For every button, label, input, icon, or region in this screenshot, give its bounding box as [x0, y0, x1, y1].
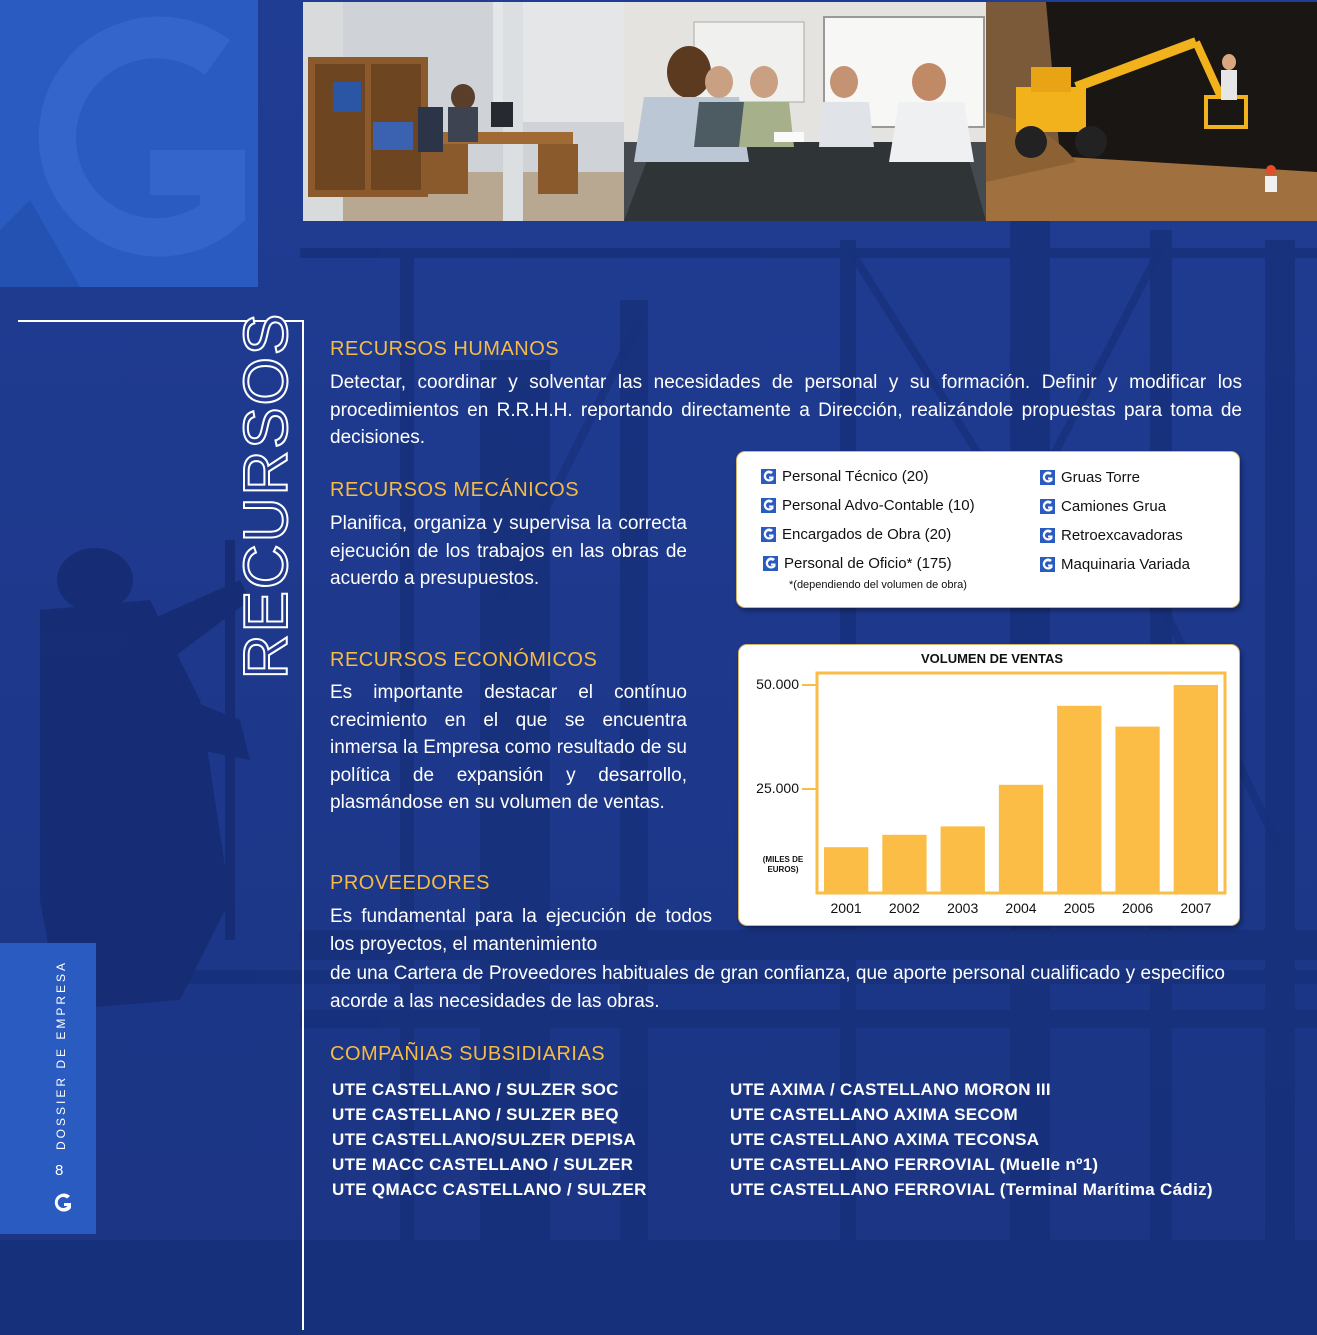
- x-tick-label: 2003: [947, 900, 979, 916]
- resource-item-label: Personal de Oficio* (175): [784, 555, 952, 572]
- meeting-photo: [624, 2, 986, 221]
- resource-item: [761, 526, 951, 543]
- chart-title: VOLUMEN DE VENTAS: [920, 651, 1064, 666]
- chart-bar: [999, 785, 1043, 892]
- list-item: UTE QMACC CASTELLANO / SULZER: [332, 1180, 647, 1199]
- resource-item: [1040, 556, 1190, 573]
- sales-volume-chart: [739, 645, 1239, 925]
- section-title-mecanicos: RECURSOS MECÁNICOS: [330, 479, 580, 501]
- g-bullet-icon: [763, 556, 778, 571]
- resource-item: [1040, 527, 1183, 544]
- g-bullet-icon: [1040, 557, 1055, 572]
- resource-item: [763, 555, 952, 572]
- sidebar-tab-label: [46, 959, 76, 1151]
- section-text-mecanicos: Planifica, organiza y supervisa la correcta ejecución de los trabajos en las obras de acuerdo a presupuestos.: [330, 513, 687, 589]
- machinery-photo: [986, 2, 1317, 221]
- resource-item-label: Personal Técnico (20): [782, 468, 929, 485]
- x-tick-label: 2002: [888, 900, 920, 916]
- subsidiaries-right-list: [730, 1077, 1213, 1202]
- chart-bar: [941, 826, 985, 891]
- resource-item-label: Retroexcavadoras: [1061, 527, 1183, 544]
- chart-canvas: [739, 645, 1239, 925]
- page-number: 8: [55, 1162, 64, 1179]
- y-axis-label-line2: EUROS): [767, 865, 799, 874]
- resource-item-label: Encargados de Obra (20): [782, 526, 952, 543]
- section-title-economicos: RECURSOS ECONÓMICOS: [330, 649, 598, 671]
- sidebar-vertical-rule: [302, 320, 304, 1330]
- section-text-humanos: Detectar, coordinar y solventar las necesidades de personal y su formación. Definir y modificar los procedimientos en R.R.H.H. reportando directamente a Dirección, realizándole propuestas para toma de decisiones.: [330, 372, 1242, 448]
- chart-bar: [824, 847, 868, 891]
- resource-item-label: Personal Advo-Contable (10): [782, 497, 975, 514]
- list-item: UTE CASTELLANO FERROVIAL (Terminal Marítima Cádiz): [730, 1180, 1213, 1199]
- vertical-title-text: RECURSOS: [232, 311, 302, 679]
- section-text-economicos: Es importante destacar el contínuo crecimiento en el que se encuentra inmersa la Empresa como resultado de su política de expansión y desarrollo, plasmándose en su volumen de ventas.: [330, 682, 687, 813]
- y-tick-label: 25.000: [756, 780, 799, 796]
- section-text-proveedores-long: de una Cartera de Proveedores habituales de gran confianza, que aporte personal cualificado y especifico acorde a las necesidades de las obras.: [330, 963, 1225, 1012]
- resource-item: [761, 468, 928, 485]
- x-tick-label: 2007: [1180, 900, 1212, 916]
- dossier-label: DOSSIER DE EMPRESA: [54, 959, 68, 1151]
- g-bullet-icon: [1040, 499, 1055, 514]
- x-tick-label: 2004: [1005, 900, 1037, 916]
- resource-item: [761, 497, 975, 514]
- list-item: UTE MACC CASTELLANO / SULZER: [332, 1155, 634, 1174]
- g-bullet-icon: [761, 469, 776, 484]
- chart-bar: [1057, 706, 1101, 892]
- section-text-proveedores-short: Es fundamental para la ejecución de todos los proyectos, el mantenimiento: [330, 906, 712, 955]
- subsidiaries-left-list: [332, 1077, 647, 1202]
- list-item: UTE AXIMA / CASTELLANO MORON III: [730, 1080, 1051, 1099]
- section-title-subsidiarias: COMPAÑIAS SUBSIDIARIAS: [330, 1043, 606, 1065]
- list-item: UTE CASTELLANO AXIMA TECONSA: [730, 1130, 1040, 1149]
- list-item: UTE CASTELLANO / SULZER BEQ: [332, 1105, 619, 1124]
- g-bullet-icon: [761, 498, 776, 513]
- section-title-proveedores: PROVEEDORES: [330, 872, 490, 894]
- resource-item: [1040, 498, 1166, 515]
- resources-summary-box: [737, 452, 1239, 607]
- g-logo-small-icon: [52, 1192, 74, 1214]
- vertical-section-title: [232, 311, 302, 679]
- g-bullet-icon: [1040, 528, 1055, 543]
- resource-item-label: Camiones Grua: [1061, 498, 1167, 515]
- section-title-humanos: RECURSOS HUMANOS: [330, 338, 560, 360]
- resource-item-label: Maquinaria Variada: [1061, 556, 1190, 573]
- header-photo-strip: [303, 2, 1317, 221]
- chart-bar: [1174, 685, 1218, 892]
- resource-footnote: *(dependiendo del volumen de obra): [789, 579, 967, 591]
- company-logo-large: [0, 0, 258, 287]
- g-bullet-icon: [761, 527, 776, 542]
- resource-item: [1040, 469, 1140, 486]
- y-axis-label-line1: (MILES DE: [762, 855, 804, 864]
- chart-bar: [1115, 727, 1159, 892]
- resource-item-label: Gruas Torre: [1061, 469, 1140, 486]
- g-bullet-icon: [1040, 470, 1055, 485]
- list-item: UTE CASTELLANO/SULZER DEPISA: [332, 1130, 637, 1149]
- office-photo: [303, 2, 624, 221]
- chart-bar: [882, 835, 926, 892]
- x-tick-label: 2005: [1063, 900, 1095, 916]
- g-logo-icon: [0, 0, 258, 287]
- x-tick-label: 2001: [830, 900, 862, 916]
- list-item: UTE CASTELLANO AXIMA SECOM: [730, 1105, 1018, 1124]
- list-item: UTE CASTELLANO / SULZER SOC: [332, 1080, 619, 1099]
- y-tick-label: 50.000: [756, 676, 799, 692]
- list-item: UTE CASTELLANO FERROVIAL (Muelle nº1): [730, 1155, 1099, 1174]
- x-tick-label: 2006: [1122, 900, 1154, 916]
